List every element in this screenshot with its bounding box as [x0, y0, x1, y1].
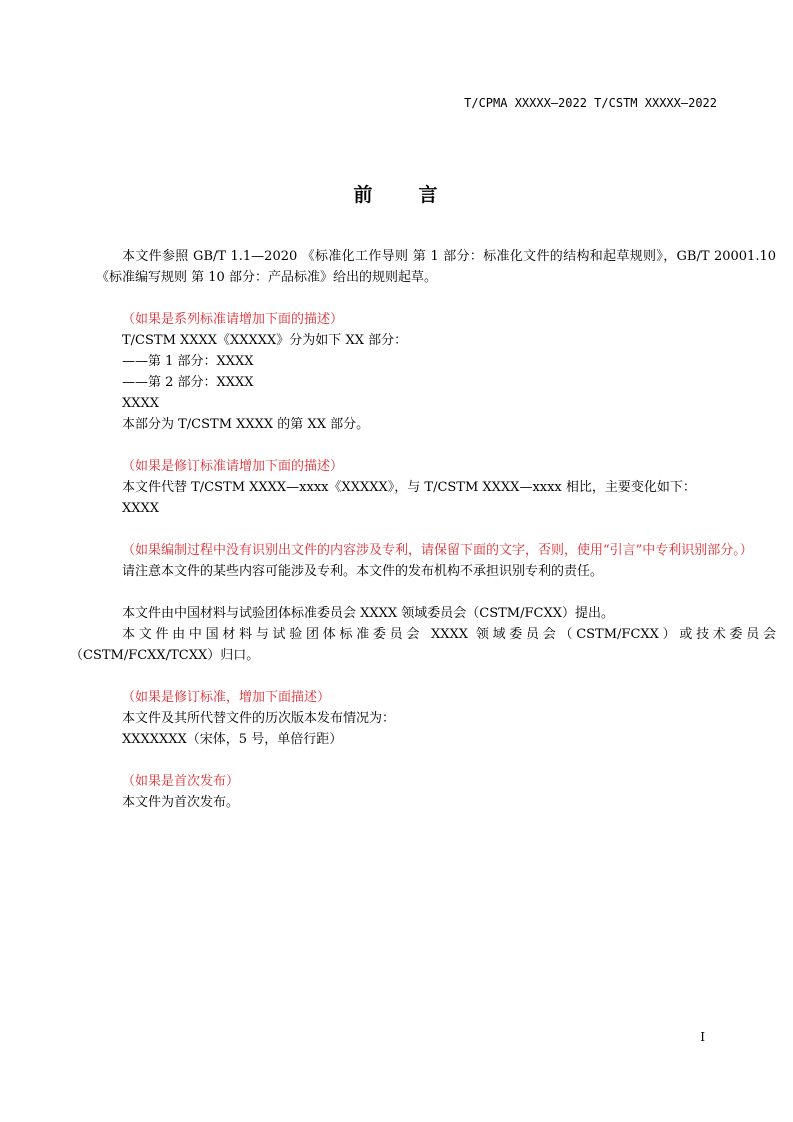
series-line-1: T/CSTM XXXX《XXXXX》分为如下 XX 部分： [122, 333, 408, 348]
history-note: （如果是修订标准，增加下面描述） [122, 690, 331, 705]
first-release-note: （如果是首次发布） [122, 774, 240, 789]
title-part-1: 前 [353, 184, 375, 206]
title-part-2: 言 [418, 184, 440, 206]
standard-code-header: T/CPMA XXXXX—2022 T/CSTM XXXXX—2022 [464, 96, 717, 110]
series-note: （如果是系列标准请增加下面的描述） [122, 312, 344, 327]
patent-line: 请注意本文件的某些内容可能涉及专利。本文件的发布机构不承担识别专利的责任。 [122, 564, 604, 579]
history-line-2: XXXXXXX（宋体，5 号，单倍行距） [122, 732, 343, 747]
series-line-4: XXXX [122, 396, 160, 411]
revision-line-1: 本文件代替 T/CSTM XXXX—xxxx《XXXXX》，与 T/CSTM XXXX—xxxx 相比，主要变化如下： [122, 480, 696, 495]
page-number: I [700, 1030, 705, 1044]
document-body [70, 246, 776, 813]
first-release-line: 本文件为首次发布。 [122, 795, 240, 810]
managed-by-line: 本文件由中国材料与试验团体标准委员会 XXXX 领域委员会（CSTM/FCXX）或技术委员会（CSTM/FCXX/TCXX）归口。 [70, 627, 776, 663]
series-line-3: ——第 2 部分：XXXX [122, 375, 254, 390]
series-line-5: 本部分为 T/CSTM XXXX 的第 XX 部分。 [122, 417, 370, 432]
series-line-2: ——第 1 部分：XXXX [122, 354, 254, 369]
revision-note: （如果是修订标准请增加下面的描述） [122, 459, 344, 474]
revision-line-2: XXXX [122, 501, 160, 516]
page-title [0, 180, 793, 207]
history-line-1: 本文件及其所代替文件的历次版本发布情况为： [122, 711, 396, 726]
proposed-by-line: 本文件由中国材料与试验团体标准委员会 XXXX 领域委员会（CSTM/FCXX）提出。 [122, 606, 614, 621]
drafting-rules-paragraph: 本文件参照 GB/T 1.1—2020 《标准化工作导则 第 1 部分：标准化文件的结构和起草规则》，GB/T 20001.10《标准编写规则 第 10 部分：产品标准》给出的规则起草。 [96, 249, 776, 285]
patent-note: （如果编制过程中没有识别出文件的内容涉及专利，请保留下面的文字，否则，使用“引言”中专利识别部分。） [122, 543, 753, 558]
